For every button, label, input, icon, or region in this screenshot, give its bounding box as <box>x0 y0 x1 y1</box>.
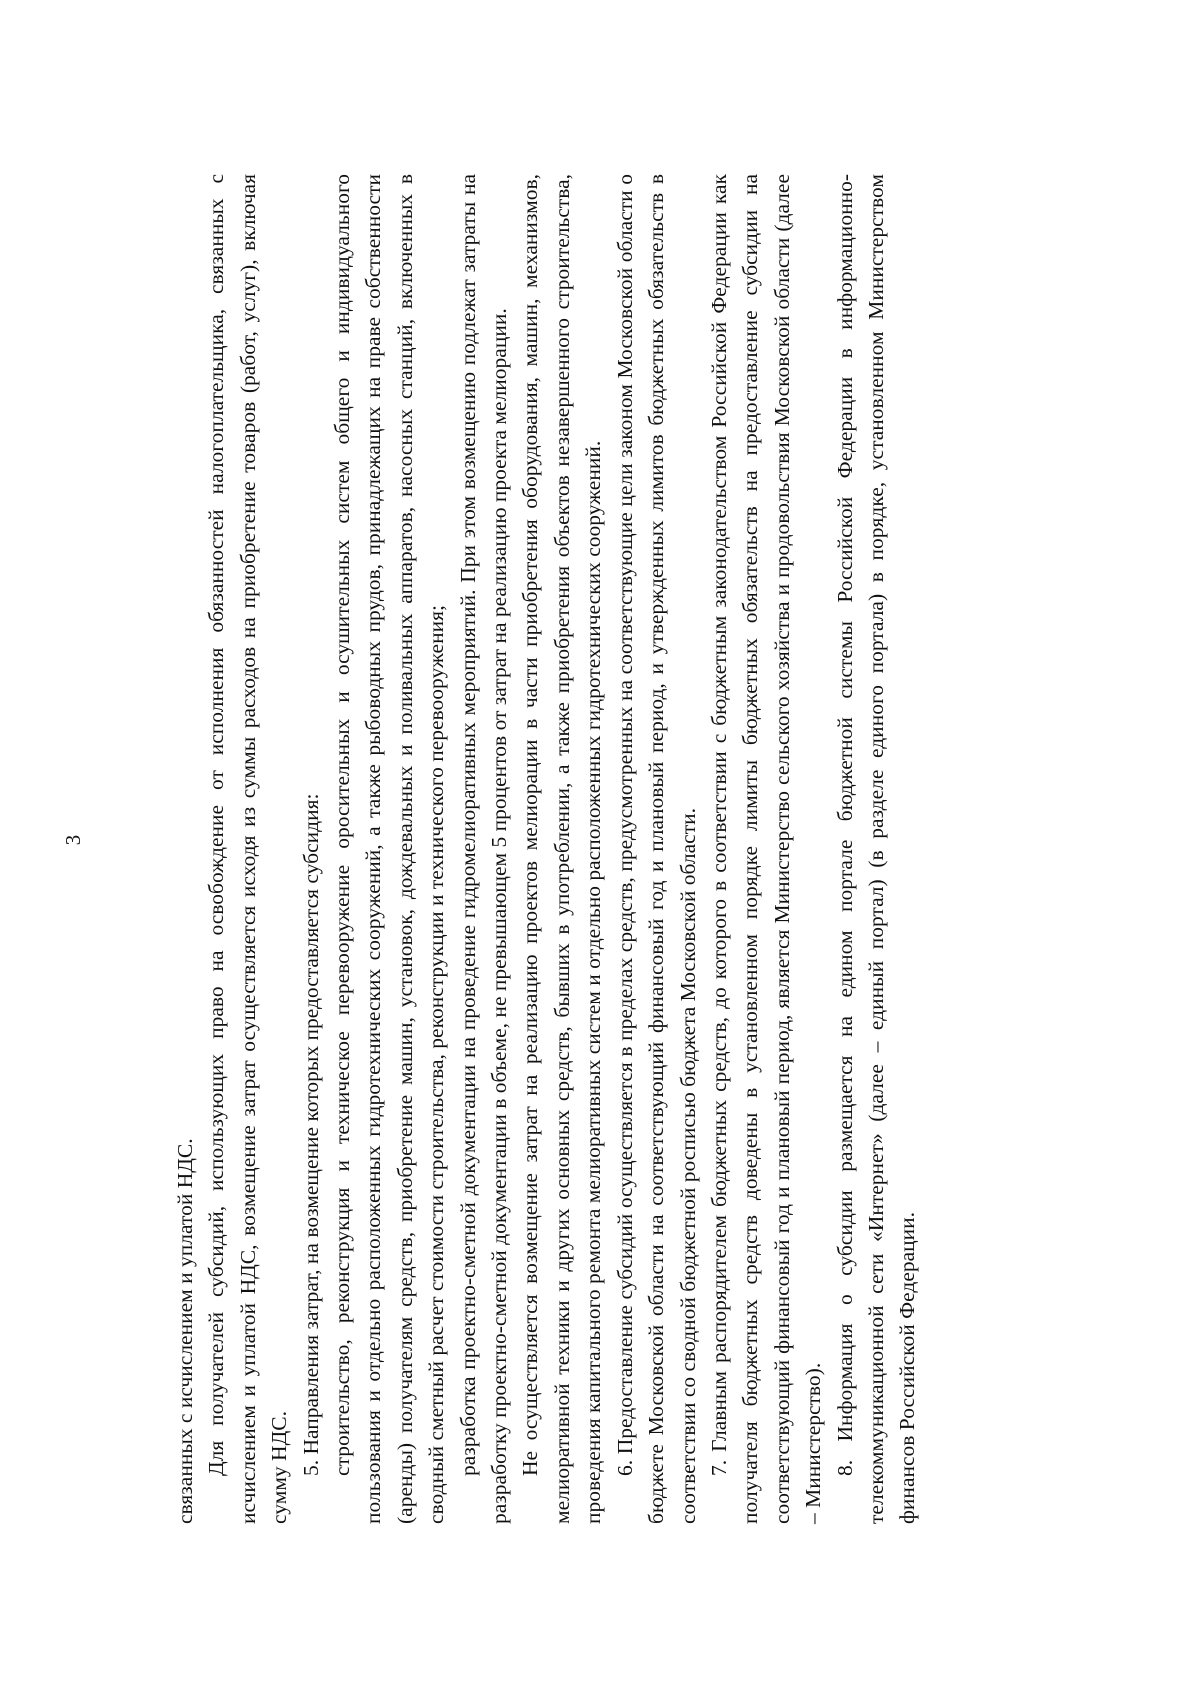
paragraph-section-8: 8. Информация о субсидии размещается на едином портале бюджетной системы Российской Федерации в информационно-телекоммуникационной сети «Интернет» (далее – единый портал) (в разделе единого портала) в порядке, установленном Министерством финансов Российской Федерации. <box>832 174 920 1524</box>
paragraph-section-7: 7. Главным распорядителем бюджетных средств, до которого в соответствии с бюджетным законодательством Российской Федерации как получателя бюджетных средств доведены в установленном порядке лимиты бюджетных обязательств на предоставление субсидии на соответствующий финансовый год и плановый период, является Министерство сельского хозяйства и продовольствия Московской области (далее – Министерство). <box>706 174 826 1524</box>
paragraph-vat-exempt: Для получателей субсидий, использующих право на освобождение от исполнения обязанностей налогоплательщика, связанных с исчислением и уплатой НДС, возмещение затрат осуществляется исходя из суммы расходов на приобретение товаров (работ, услуг), включая сумму НДС. <box>204 174 292 1524</box>
paragraph-exclusions: Не осуществляется возмещение затрат на реализацию проектов мелиорации в части приобретения оборудования, машин, механизмов, мелиоративной техники и других основных средств, бывших в употреблении, а также приобретения объектов незавершенного строительства, проведения капитального ремонта мелиоративных систем и отдельно расположенных гидротехнических сооружений. <box>518 174 606 1524</box>
paragraph-section-5-heading: 5. Направления затрат, на возмещение которых предоставляется субсидия: <box>298 793 323 1476</box>
rotated-text-block <box>170 174 1030 1524</box>
paragraph-construction: строительство, реконструкция и техническое перевооружение оросительных и осушительных систем общего и индивидуального пользования и отдельно расположенных гидротехнических сооружений, а также рыбоводных прудов, принадлежащих на праве собственности (аренды) получателям средств, приобретение машин, установок, дождевальных и поливальных аппаратов, насосных станций, включенных в сводный сметный расчет стоимости строительства, реконструкции и технического перевооружения; <box>330 174 449 1524</box>
paragraph-section-6: 6. Предоставление субсидий осуществляется в пределах средств, предусмотренных на соответствующие цели законом Московской области о бюджете Московской области на соответствующий финансовый год и плановый период, и утвержденных лимитов бюджетных обязательств в соответствии со сводной бюджетной росписью бюджета Московской области. <box>612 174 700 1524</box>
page-number: 3 <box>61 834 85 846</box>
paragraph-continuation: связанных с исчислением и уплатой НДС. <box>173 1138 197 1524</box>
paragraph-design-docs: разработка проектно-сметной документации на проведение гидромелиоративных мероприятий. При этом возмещению подлежат затраты на разработку проектно-сметной документации в объеме, не превышающем 5 процентов от затрат на реализацию проекта мелиорации. <box>455 174 512 1524</box>
